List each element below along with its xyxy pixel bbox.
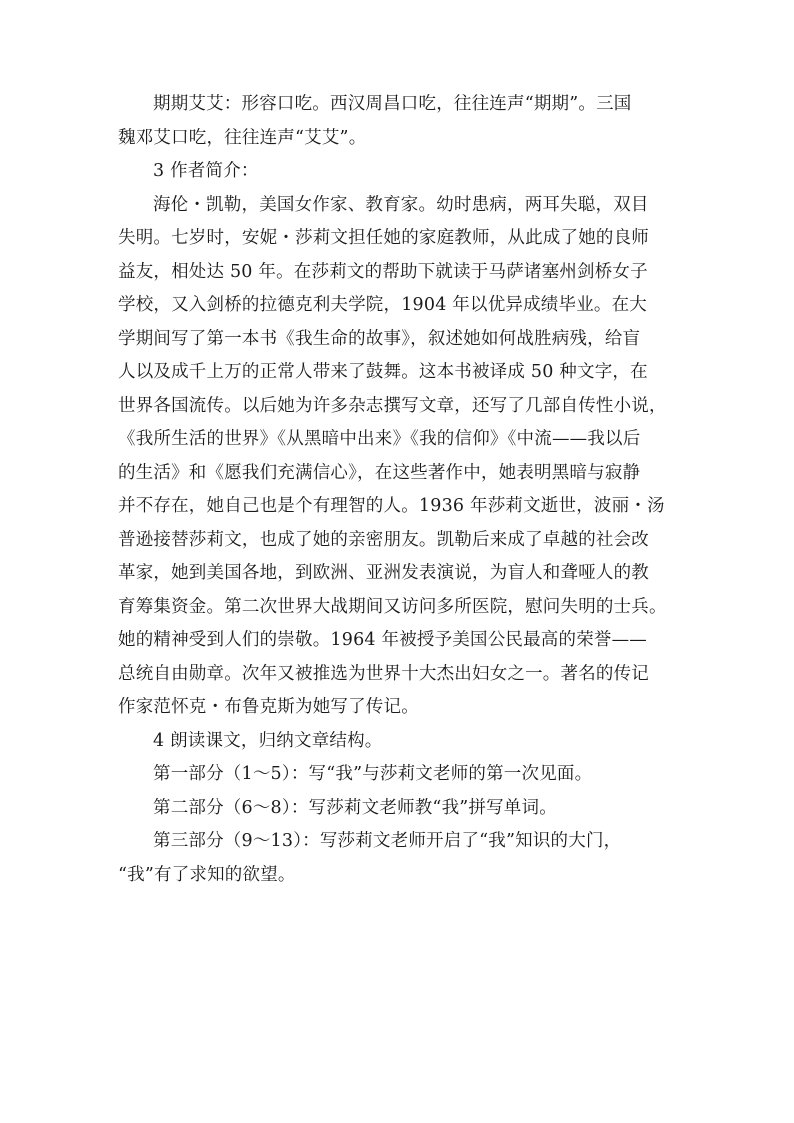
text-line: 失明。七岁时，安妮・莎莉文担任她的家庭教师，从此成了她的良师 [118,228,649,248]
text-line: 第二部分（6～8）：写莎莉文老师教“我”拼写单词。 [153,797,557,818]
text-line: 她的精神受到人们的崇敬。1964 年被授予美国公民最高的荣誉—— [118,630,647,650]
text-line: 的生活》和《愿我们充满信心》，在这些著作中，她表明黑暗与寂静 [118,462,641,483]
text-line: 育筹集资金。第二次世界大战期间又访问多所医院，慰问失明的士兵。 [118,596,667,617]
structure-part-two [118,792,678,826]
text-line: 3 作者简介： [153,161,259,181]
text-line: 期期艾艾：形容口吃。西汉周昌口吃，往往连声“期期”。三国 [153,94,632,114]
text-line: 第一部分（1～5）：写“我”与莎莉文老师的第一次见面。 [153,764,593,784]
structure-part-one [118,758,678,792]
text-line: 总统自由勋章。次年又被推选为世界十大杰出妇女之一。著名的传记 [118,663,649,684]
section-heading-author-intro [118,155,678,189]
text-line: 学期间写了第一本书《我生命的故事》，叙述她如何战胜病残，给盲 [118,328,641,349]
structure-part-three [118,825,678,892]
text-line: 并不存在，她自己也是个有理智的人。1936 年莎莉文逝世，波丽・汤 [118,496,665,516]
text-line: 学校，又入剑桥的拉德克利夫学院，1904 年以优异成绩毕业。在大 [118,295,647,315]
text-line: 魏邓艾口吃，往往连声“艾艾”。 [118,127,367,148]
text-line: 海伦・凯勒，美国女作家、教育家。幼时患病，两耳失聪，双目 [153,194,649,215]
paragraph-author-biography [118,189,678,725]
text-line: 益友，相处达 50 年。在莎莉文的帮助下就读于马萨诸塞州剑桥女子 [118,261,648,282]
text-line: 人以及成千上万的正常人带来了鼓舞。这本书被译成 50 种文字，在 [118,362,648,382]
text-line: 普逊接替莎莉文，也成了她的亲密朋友。凯勒后来成了卓越的社会改 [118,529,649,550]
text-line: 4 朗读课文，归纳文章结构。 [153,730,383,751]
text-line: 革家，她到美国各地，到欧洲、亚洲发表演说，为盲人和聋哑人的教 [118,563,649,583]
text-line: 世界各国流传。以后她为许多杂志撰写文章，还写了几部自传性小说， [118,395,667,416]
text-line: 作家范怀克・布鲁克斯为她写了传记。 [118,697,419,717]
text-line: 第三部分（9～13）：写莎莉文老师开启了“我”知识的大门， [153,831,622,851]
section-heading-structure [118,725,678,759]
document-body [118,88,678,892]
paragraph-idiom-definition [118,88,678,155]
text-line: 《我所生活的世界》《从黑暗中出来》《我的信仰》《中流——我以后 [118,429,641,449]
text-line: “我”有了求知的欲望。 [118,864,296,885]
